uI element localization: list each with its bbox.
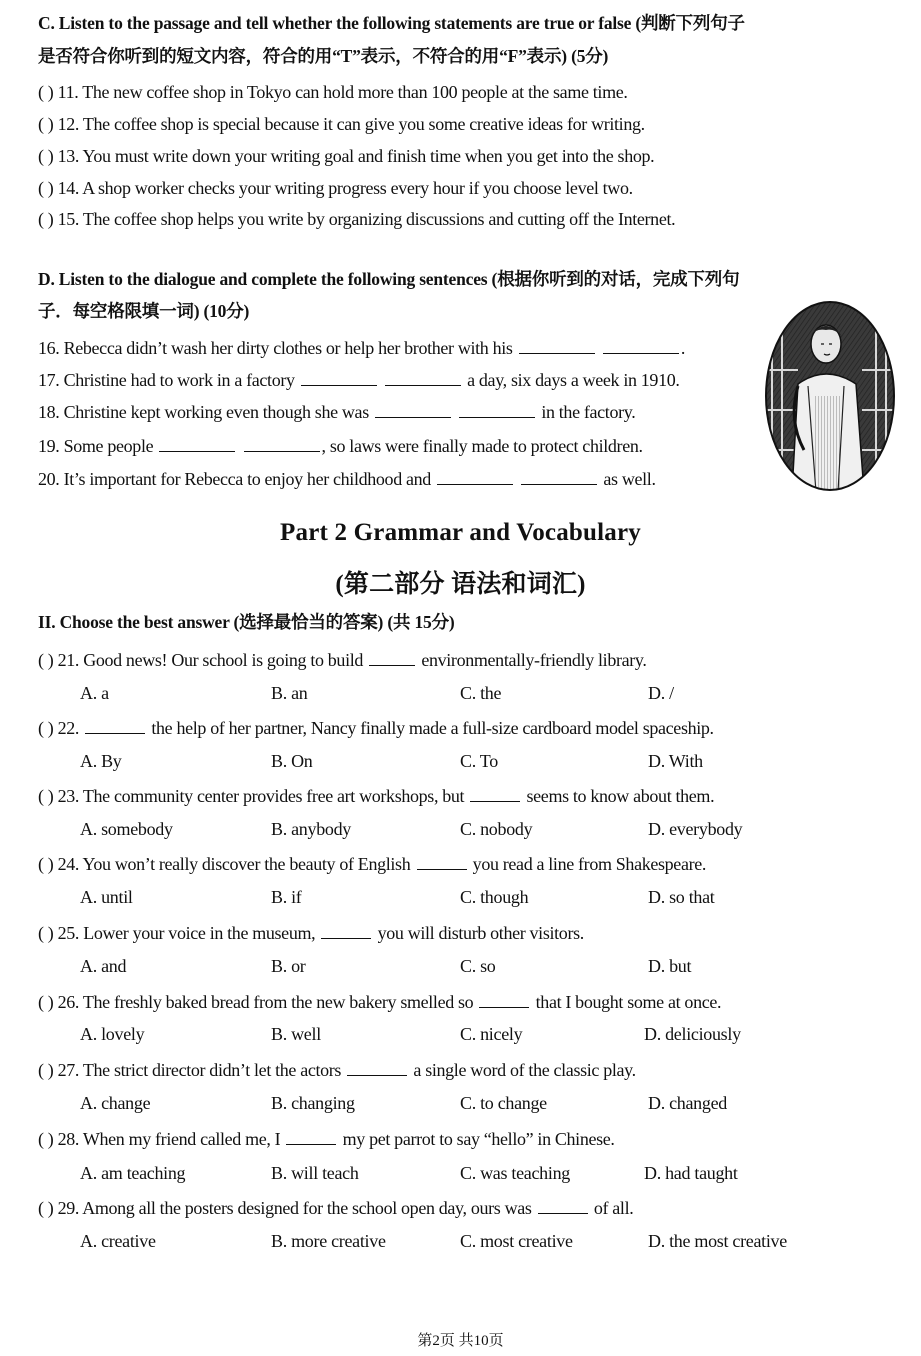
answer-blank[interactable] [159,435,235,452]
option-b[interactable]: B. an [271,683,308,703]
sentence-20-text: 20. It’s important for Rebecca to enjoy her childhood and [38,469,431,489]
option-a[interactable]: A. and [80,956,127,976]
part-2-title-chinese: (第二部分 语法和词汇) [335,571,586,598]
option-d[interactable]: D. the most creative [648,1231,787,1251]
option-d[interactable]: D. but [648,956,692,976]
section-c-heading-line1: C. Listen to the passage and tell whether the following statements are true or false (判断下列句子 [38,13,745,33]
option-c[interactable]: C. nobody [460,819,533,839]
option-a[interactable]: A. By [80,751,122,771]
answer-blank[interactable] [244,435,320,452]
sentence-20 [38,468,656,490]
question-23 [38,785,714,807]
option-b[interactable]: B. anybody [271,819,351,839]
sentence-20-end: as well. [603,469,656,489]
option-b[interactable]: B. more creative [271,1231,386,1251]
option-c[interactable]: C. so [460,956,496,976]
question-22 [38,717,714,739]
answer-blank[interactable] [538,1197,588,1214]
question-24-stem-end: you read a line from Shakespeare. [472,854,707,874]
part-2-title: Part 2 Grammar and Vocabulary [280,519,641,546]
question-28-stem: ( ) 28. When my friend called me, I [38,1129,281,1149]
sentence-16-text: 16. Rebecca didn’t wash her dirty clothes or help her brother with his [38,338,513,358]
sentence-17 [38,369,680,391]
answer-blank[interactable] [347,1059,407,1076]
question-22-stem: ( ) 22. [38,718,80,738]
sentence-16 [38,337,685,359]
answer-blank[interactable] [321,922,371,939]
question-21-stem: ( ) 21. Good news! Our school is going to build [38,650,364,670]
sentence-19-text: 19. Some people [38,436,154,456]
statement-12: ( ) 12. The coffee shop is special because it can give you some creative ideas for writing. [38,114,645,134]
option-b[interactable]: B. On [271,751,313,771]
option-d[interactable]: D. had taught [644,1163,738,1183]
question-26 [38,991,721,1013]
section-c-heading-line2: 是否符合你听到的短文内容，符合的用“T”表示，不符合的用“F”表示) (5分) [38,46,609,66]
statement-11: ( ) 11. The new coffee shop in Tokyo can hold more than 100 people at the same time. [38,82,628,102]
answer-blank[interactable] [470,785,520,802]
option-c[interactable]: C. the [460,683,502,703]
sentence-18-end: in the factory. [541,402,636,422]
question-27-stem: ( ) 27. The strict director didn’t let the actors [38,1060,342,1080]
question-29-stem-end: of all. [593,1198,634,1218]
sentence-18 [38,401,635,423]
section-d-heading-line1: D. Listen to the dialogue and complete the following sentences (根据你听到的对话，完成下列句 [38,269,740,289]
question-29-stem: ( ) 29. Among all the posters designed for the school open day, ours was [38,1198,532,1218]
question-26-stem: ( ) 26. The freshly baked bread from the new bakery smelled so [38,992,474,1012]
sentence-19-end: , so laws were finally made to protect children. [321,436,643,456]
option-a[interactable]: A. a [80,683,109,703]
question-27 [38,1059,636,1081]
option-b[interactable]: B. will teach [271,1163,359,1183]
question-29 [38,1197,633,1219]
option-a[interactable]: A. until [80,887,133,907]
question-21 [38,649,647,671]
section-d-heading-line2: 子．每空格限填一词) (10分) [38,301,250,321]
option-d[interactable]: D. changed [648,1093,727,1113]
option-d[interactable]: D. deliciously [644,1024,741,1044]
option-d[interactable]: D. / [648,683,674,703]
option-b[interactable]: B. changing [271,1093,355,1113]
question-22-stem-end: the help of her partner, Nancy finally made a full-size cardboard model spaceship. [151,718,714,738]
option-d[interactable]: D. so that [648,887,715,907]
answer-blank[interactable] [417,853,467,870]
option-d[interactable]: D. With [648,751,703,771]
question-25 [38,922,584,944]
question-24-stem: ( ) 24. You won’t really discover the beauty of English [38,854,411,874]
answer-blank[interactable] [385,369,461,386]
option-c[interactable]: C. To [460,751,498,771]
answer-blank[interactable] [603,337,679,354]
option-a[interactable]: A. somebody [80,819,173,839]
option-c[interactable]: C. was teaching [460,1163,570,1183]
question-24 [38,853,706,875]
answer-blank[interactable] [286,1128,336,1145]
answer-blank[interactable] [85,717,145,734]
answer-blank[interactable] [519,337,595,354]
question-28 [38,1128,615,1150]
engraved-portrait-illustration [764,300,896,492]
question-28-stem-end: my pet parrot to say “hello” in Chinese. [342,1129,615,1149]
option-a[interactable]: A. am teaching [80,1163,186,1183]
question-21-stem-end: environmentally-friendly library. [421,650,647,670]
section-ii-heading: II. Choose the best answer (选择最恰当的答案) (共 15分) [38,612,455,632]
question-25-stem: ( ) 25. Lower your voice in the museum, [38,923,316,943]
question-27-stem-end: a single word of the classic play. [413,1060,636,1080]
option-c[interactable]: C. most creative [460,1231,573,1251]
option-b[interactable]: B. if [271,887,302,907]
option-b[interactable]: B. or [271,956,306,976]
sentence-18-text: 18. Christine kept working even though she was [38,402,369,422]
answer-blank[interactable] [369,649,415,666]
sentence-19 [38,435,643,457]
option-c[interactable]: C. nicely [460,1024,523,1044]
option-b[interactable]: B. well [271,1024,321,1044]
page-number: 第2页 共10页 [417,1333,504,1349]
sentence-16-end: . [680,338,686,358]
sentence-17-text: 17. Christine had to work in a factory [38,370,295,390]
statement-15: ( ) 15. The coffee shop helps you write by organizing discussions and cutting off the Internet. [38,209,676,229]
question-25-stem-end: you will disturb other visitors. [377,923,584,943]
answer-blank[interactable] [437,468,513,485]
option-a[interactable]: A. creative [80,1231,156,1251]
sentence-17-end: a day, six days a week in 1910. [467,370,680,390]
answer-blank[interactable] [375,401,451,418]
answer-blank[interactable] [301,369,377,386]
option-c[interactable]: C. to change [460,1093,547,1113]
answer-blank[interactable] [459,401,535,418]
answer-blank[interactable] [479,991,529,1008]
option-c[interactable]: C. though [460,887,529,907]
option-a[interactable]: A. lovely [80,1024,145,1044]
option-d[interactable]: D. everybody [648,819,743,839]
question-23-stem: ( ) 23. The community center provides free art workshops, but [38,786,465,806]
statement-13: ( ) 13. You must write down your writing goal and finish time when you get into the shop. [38,146,655,166]
option-a[interactable]: A. change [80,1093,151,1113]
question-26-stem-end: that I bought some at once. [535,992,722,1012]
answer-blank[interactable] [521,468,597,485]
question-23-stem-end: seems to know about them. [526,786,715,806]
statement-14: ( ) 14. A shop worker checks your writing progress every hour if you choose level two. [38,178,633,198]
